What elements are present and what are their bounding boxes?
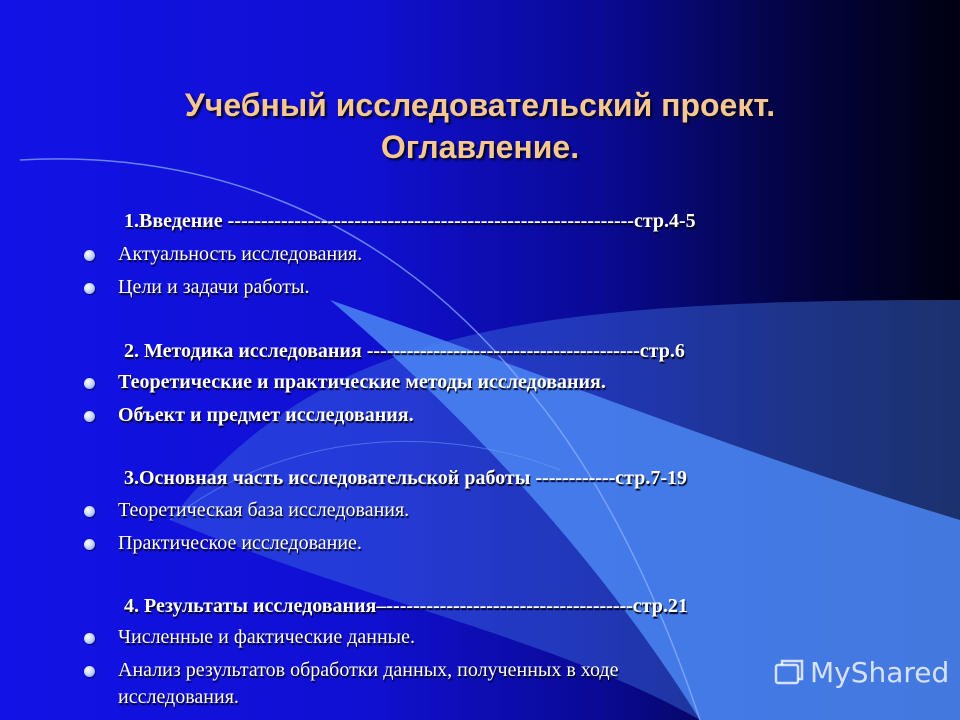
list-item-line-1: Анализ результатов обработки данных, полученных в ходе xyxy=(118,659,619,681)
section-heading-main-part: 3.Основная часть исследовательской работы ------------стр.7-19 xyxy=(124,467,688,489)
list-item: Теоретические и практические методы исследования. xyxy=(118,371,606,393)
bullet-icon xyxy=(84,633,95,644)
watermark: MyShared xyxy=(810,656,950,689)
list-item-line-2: исследования. xyxy=(118,686,239,708)
bullet-icon xyxy=(84,666,95,677)
title-line-1: Учебный исследовательский проект. xyxy=(184,87,776,123)
list-item: Численные и фактические данные. xyxy=(118,626,415,648)
section-heading-methodology: 2. Методика исследования -----------------------------------------стр.6 xyxy=(124,340,685,362)
section-heading-results: 4. Результаты исследования–-------------------------------------стр.21 xyxy=(124,595,688,617)
section-heading-introduction: 1.Введение -------------------------------------------------------------стр.4-5 xyxy=(124,210,696,232)
bullet-icon xyxy=(84,378,95,389)
list-item: Объект и предмет исследования. xyxy=(118,404,414,426)
bullet-icon xyxy=(84,283,95,294)
list-item: Цели и задачи работы. xyxy=(118,276,310,298)
list-item: Актуальность исследования. xyxy=(118,243,363,265)
bullet-icon xyxy=(84,506,95,517)
bullet-icon xyxy=(84,250,95,261)
watermark-logo-icon xyxy=(774,659,804,689)
bullet-icon xyxy=(84,539,95,550)
list-item: Теоретическая база исследования. xyxy=(118,499,410,521)
bullet-icon xyxy=(84,411,95,422)
list-item: Практическое исследование. xyxy=(118,532,362,554)
title-line-2: Оглавление. xyxy=(380,129,580,165)
